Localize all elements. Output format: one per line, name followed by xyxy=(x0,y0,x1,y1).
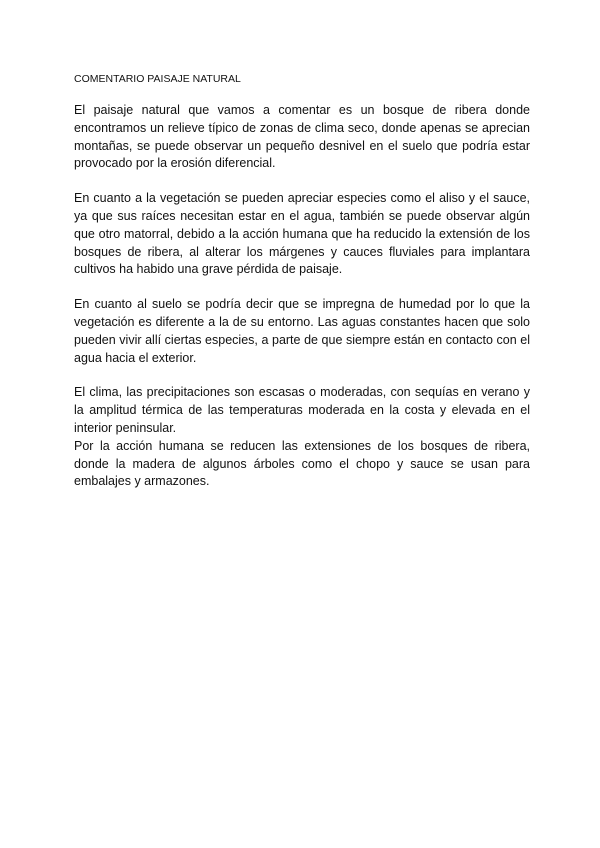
document-title: COMENTARIO PAISAJE NATURAL xyxy=(74,73,241,85)
paragraph-vegetation: En cuanto a la vegetación se pueden apreciar especies como el aliso y el sauce, ya que sus raíces necesitan estar en el agua, también se puede observar algún que otro matorral, debido a la acción humana que ha reducido la extensión de los bosques de ribera, al alterar los márgenes y cauces fluviales para implantara cultivos ha habido una grave pérdida de paisaje. xyxy=(74,191,530,277)
paragraph-soil: En cuanto al suelo se podría decir que se impregna de humedad por lo que la vegetación es diferente a la de su entorno. Las aguas constantes hacen que solo pueden vivir allí ciertas especies, a parte de que siempre están en contacto con el agua hacia el exterior. xyxy=(74,297,530,365)
paragraph-climate: El clima, las precipitaciones son escasas o moderadas, con sequías en verano y la amplitud térmica de las temperaturas moderada en la costa y elevada en el interior peninsular. xyxy=(74,385,530,435)
document-body xyxy=(74,72,530,491)
paragraph-human-action: Por la acción humana se reducen las extensiones de los bosques de ribera, donde la madera de algunos árboles como el chopo y sauce se usan para embalajes y armazones. xyxy=(74,438,530,489)
paragraph-relief: El paisaje natural que vamos a comentar es un bosque de ribera donde encontramos un relieve típico de zonas de clima seco, donde apenas se aprecian montañas, se puede observar un pequeño desnivel en el suelo que podría estar provocado por la erosión diferencial. xyxy=(74,103,530,171)
